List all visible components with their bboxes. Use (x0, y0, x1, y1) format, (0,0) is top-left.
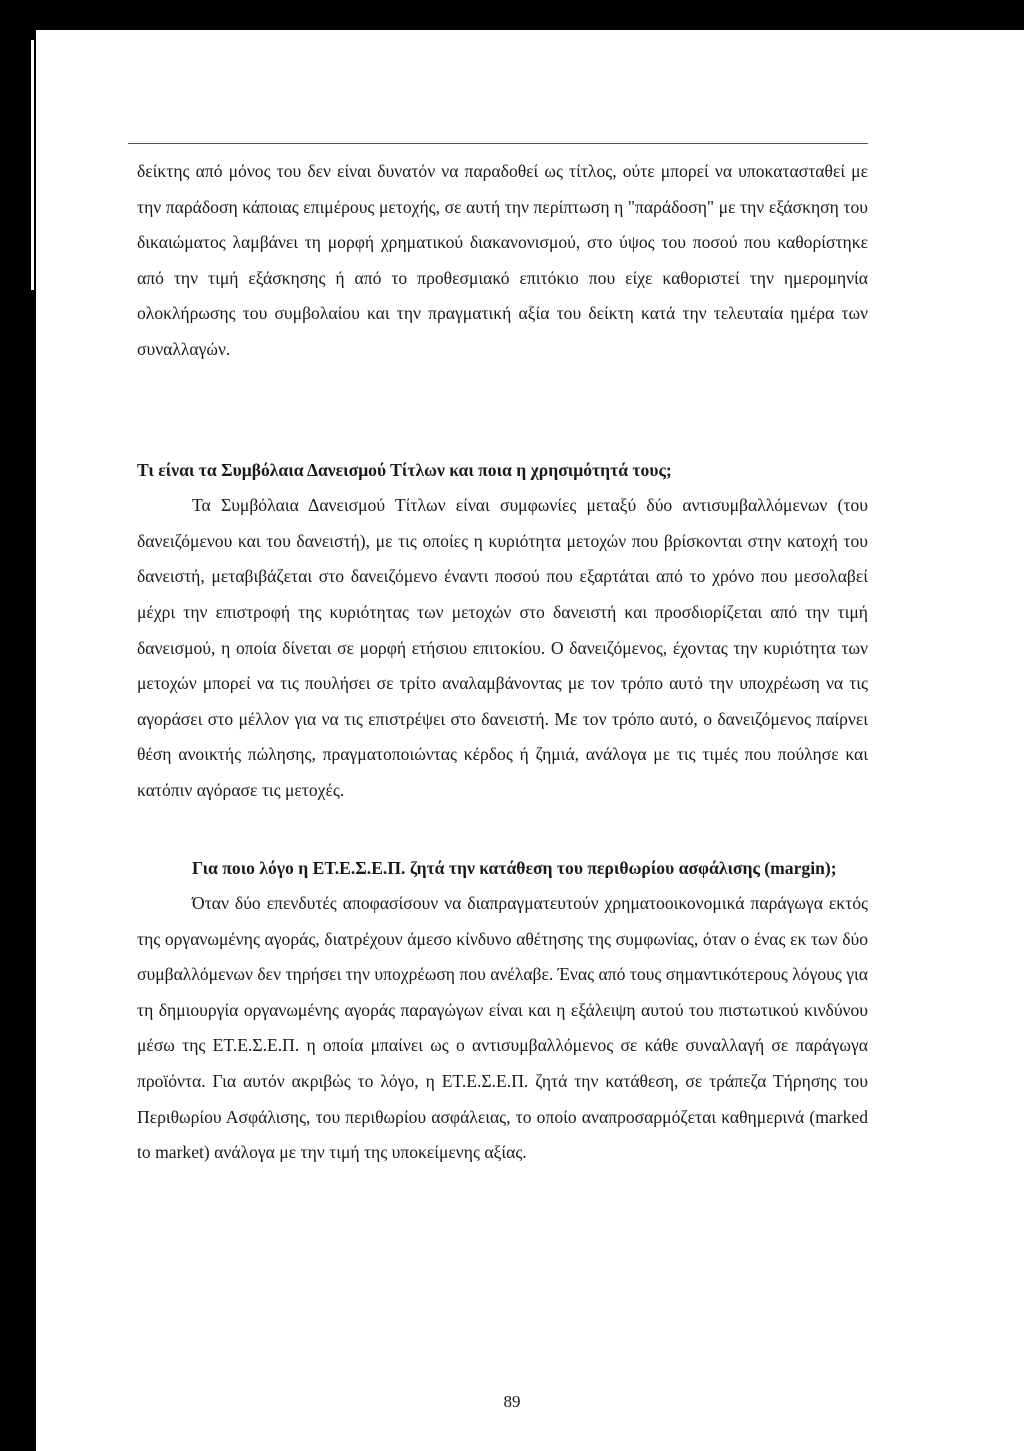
section-heading-margin: Για ποιο λόγο η ΕΤ.Ε.Σ.Ε.Π. ζητά την κατάθεση του περιθωρίου ασφάλισης (margin); (192, 857, 837, 878)
intro-paragraph: δείκτης από μόνος του δεν είναι δυνατόν να παραδοθεί ως τίτλος, ούτε μπορεί να υποκατασταθεί με την παράδοση κάποιας επιμέρους μετοχής, σε αυτή την περίπτωση η "παράδοση" με την εξάσκηση του δικαιώματος λαμβάνει τη μορφή χρηματικού διακανονισμού, στο ύψος του ποσού που καθορίστηκε από την τιμή εξάσκησης ή από το προθεσμιακό επιτόκιο που είχε καθοριστεί την ημερομηνία ολοκλήρωσης του συμβολαίου και την πραγματική αξία του δείκτη κατά την τελευταία ημέρα των συναλλαγών. (137, 161, 868, 359)
section-heading-securities-lending: Τι είναι τα Συμβόλαια Δανεισμού Τίτλων και ποια η χρησιμότητά τους; (137, 459, 672, 480)
page-number: 89 (503, 1392, 521, 1411)
section-gap (137, 809, 868, 851)
top-rule (128, 143, 868, 144)
securities-lending-paragraph: Τα Συμβόλαια Δανεισμού Τίτλων είναι συμφωνίες μεταξύ δύο αντισυμβαλλόμενων (του δανειζόμενου και του δανειστή), με τις οποίες η κυριότητα μετοχών που βρίσκονται στην κατοχή του δανειστή, μεταβιβάζεται στο δανειζόμενο έναντι ποσού που εξαρτάται από το χρόνο που μεσολαβεί μέχρι την επιστροφή της κυριότητας των μετοχών στο δανειστή και προσδιορίζεται από την τιμή δανεισμού, η οποία δίνεται σε μορφή ετήσιου επιτοκίου. Ο δανειζόμενος, έχοντας την κυριότητα των μετοχών μπορεί να τις πουλήσει σε τρίτο αναλαμβάνοντας με τον τρόπο αυτό την υποχρέωση να τις αγοράσει στο μέλλον για να τις επιστρέψει στο δανειστή. Με τον τρόπο αυτό, ο δανειζόμενος παίρνει θέση ανοικτής πώλησης, πραγματοποιώντας κέρδος ή ζημιά, ανάλογα με τις τιμές που πούλησε και κατόπιν αγόρασε τις μετοχές. (137, 495, 868, 800)
section-gap (137, 368, 868, 453)
scan-edge-line (31, 40, 34, 290)
margin-paragraph: Όταν δύο επενδυτές αποφασίσουν να διαπραγματευτούν χρηματοοικονομικά παράγωγα εκτός της οργανωμένης αγοράς, διατρέχουν άμεσο κίνδυνο αθέτησης της συμφωνίας, όταν ο ένας εκ των δύο συμβαλλόμενων δεν τηρήσει την υποχρέωση που ανέλαβε. Ένας από τους σημαντικότερους λόγους για τη δημιουργία οργανωμένης αγοράς παραγώγων είναι και η εξάλειψη αυτού του πιστωτικού κινδύνου μέσω της ΕΤ.Ε.Σ.Ε.Π. η οποία μπαίνει ως ο αντισυμβαλλόμενος σε κάθε συναλλαγή σε παράγωγα προϊόντα. Για αυτόν ακριβώς το λόγο, η ΕΤ.Ε.Σ.Ε.Π. ζητά την κατάθεση, σε τράπεζα Τήρησης του Περιθωρίου Ασφάλισης, του περιθωρίου ασφάλειας, το οποίο αναπροσαρμόζεται καθημερινά (marked to market) ανάλογα με την τιμή της υποκείμενης αξίας. (137, 893, 868, 1163)
document-body (137, 154, 868, 1171)
